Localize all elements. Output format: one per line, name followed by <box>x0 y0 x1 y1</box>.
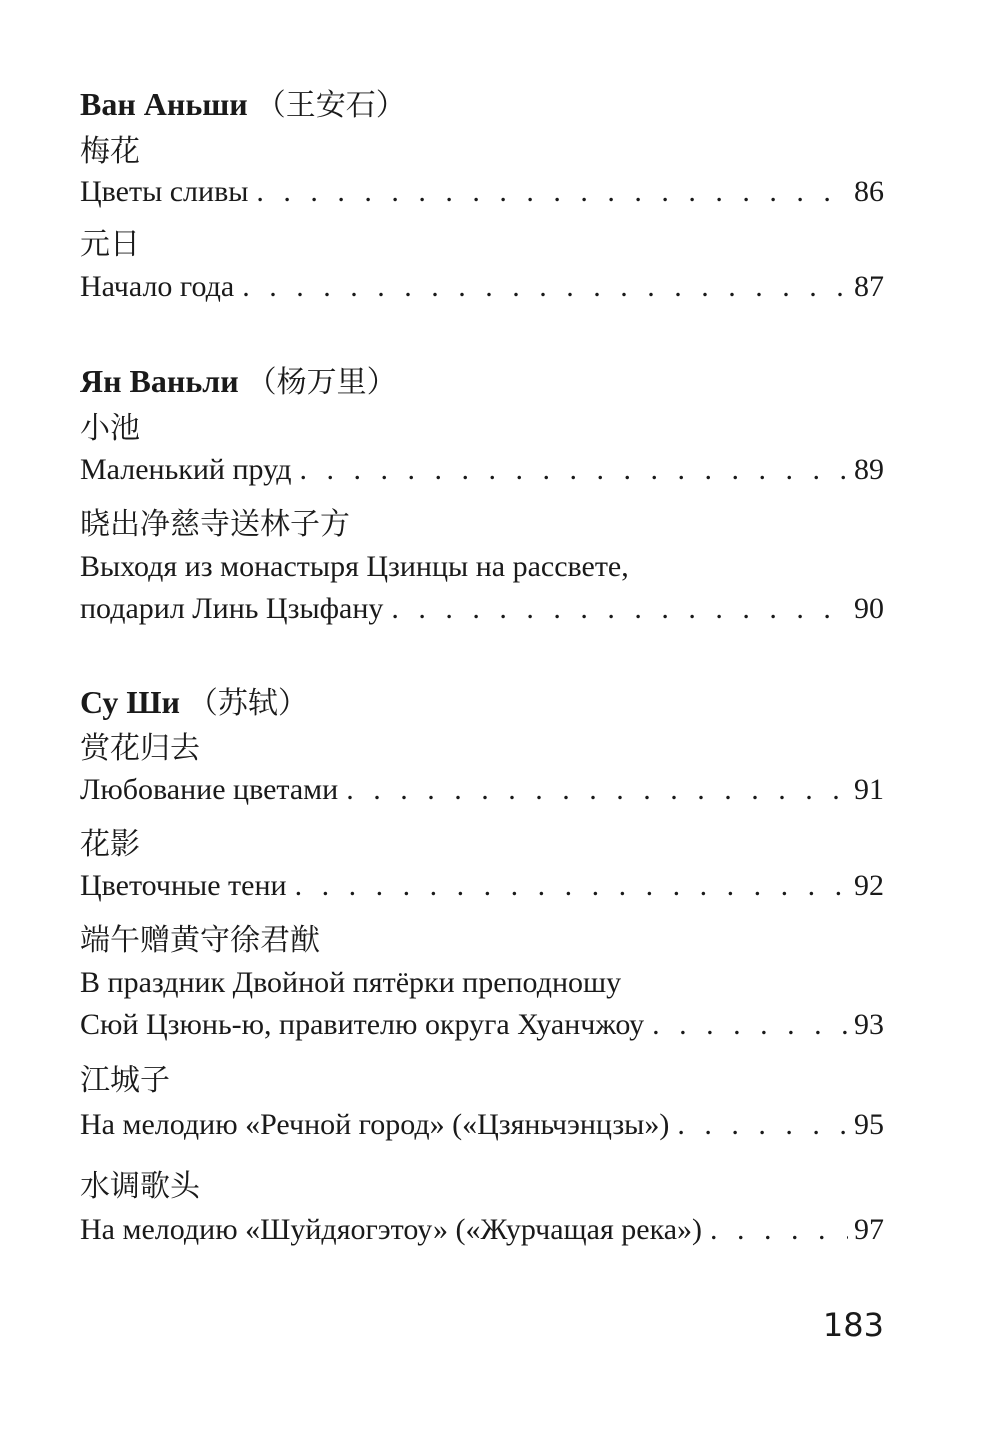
entry-page-number: 87 <box>854 270 884 303</box>
dot-leader <box>295 871 848 901</box>
author-heading <box>80 88 884 121</box>
toc-entry[interactable] <box>80 1010 884 1040</box>
author-heading <box>80 365 884 398</box>
entry-chinese-title: 梅花 <box>80 134 140 169</box>
entry-title: На мелодию «Речной город» («Цзяньчэнцзы») <box>80 1108 670 1141</box>
toc-entry[interactable] <box>80 1110 884 1140</box>
author-name: Ян Ваньли <box>80 363 239 399</box>
dot-leader <box>256 177 848 207</box>
toc-entry[interactable] <box>80 177 884 207</box>
entry-title: Цветочные тени <box>80 869 287 902</box>
entry-title: На мелодию «Шуйдяогэтоу» («Журчащая река») <box>80 1213 703 1246</box>
author-name: Ван Аньши <box>80 86 248 122</box>
dot-leader <box>677 1110 848 1140</box>
dot-leader <box>346 775 848 805</box>
entry-page-number: 90 <box>854 592 884 625</box>
author-chinese-name: （苏轼） <box>187 686 308 721</box>
entry-title: подарил Линь Цзыфану <box>80 592 384 625</box>
entry-chinese-title: 晓出净慈寺送林子方 <box>80 507 350 542</box>
toc-entry[interactable] <box>80 775 884 805</box>
entry-title-line1: В праздник Двойной пятёрки преподношу <box>80 966 622 999</box>
toc-entry[interactable] <box>80 1215 884 1245</box>
dot-leader <box>652 1010 848 1040</box>
entry-chinese-title: 江城子 <box>80 1063 170 1098</box>
entry-page-number: 92 <box>854 869 884 902</box>
entry-page-number: 91 <box>854 773 884 806</box>
entry-title: Цветы сливы <box>80 175 249 208</box>
entry-title: Начало года <box>80 270 235 303</box>
entry-title: Любование цветами <box>80 773 339 806</box>
entry-page-number: 86 <box>854 175 884 208</box>
toc-entry[interactable] <box>80 455 884 485</box>
entry-page-number: 95 <box>854 1108 884 1141</box>
toc-entry[interactable] <box>80 594 884 624</box>
entry-chinese-title: 元日 <box>80 227 140 262</box>
dot-leader <box>242 272 848 302</box>
toc-entry[interactable] <box>80 871 884 901</box>
dot-leader <box>391 594 848 624</box>
entry-chinese-title: 花影 <box>80 827 140 862</box>
dot-leader <box>710 1215 848 1245</box>
page-number: 183 <box>822 1306 884 1344</box>
entry-page-number: 93 <box>854 1008 884 1041</box>
author-name: Су Ши <box>80 684 180 720</box>
entry-chinese-title: 赏花归去 <box>80 731 200 766</box>
entry-chinese-title: 小池 <box>80 411 140 446</box>
entry-chinese-title: 水调歌头 <box>80 1169 200 1204</box>
entry-title: Маленький пруд <box>80 453 292 486</box>
author-chinese-name: （杨万里） <box>246 365 397 400</box>
entry-title: Сюй Цзюнь-ю, правителю округа Хуанчжоу <box>80 1008 645 1041</box>
entry-title-line1: Выходя из монастыря Цзинцы на рассвете, <box>80 550 629 583</box>
entry-chinese-title: 端午赠黄守徐君猷 <box>80 923 320 958</box>
entry-page-number: 89 <box>854 453 884 486</box>
author-chinese-name: （王安石） <box>255 88 406 123</box>
entry-page-number: 97 <box>854 1213 884 1246</box>
toc-entry[interactable] <box>80 272 884 302</box>
author-heading <box>80 686 884 719</box>
dot-leader <box>300 455 849 485</box>
